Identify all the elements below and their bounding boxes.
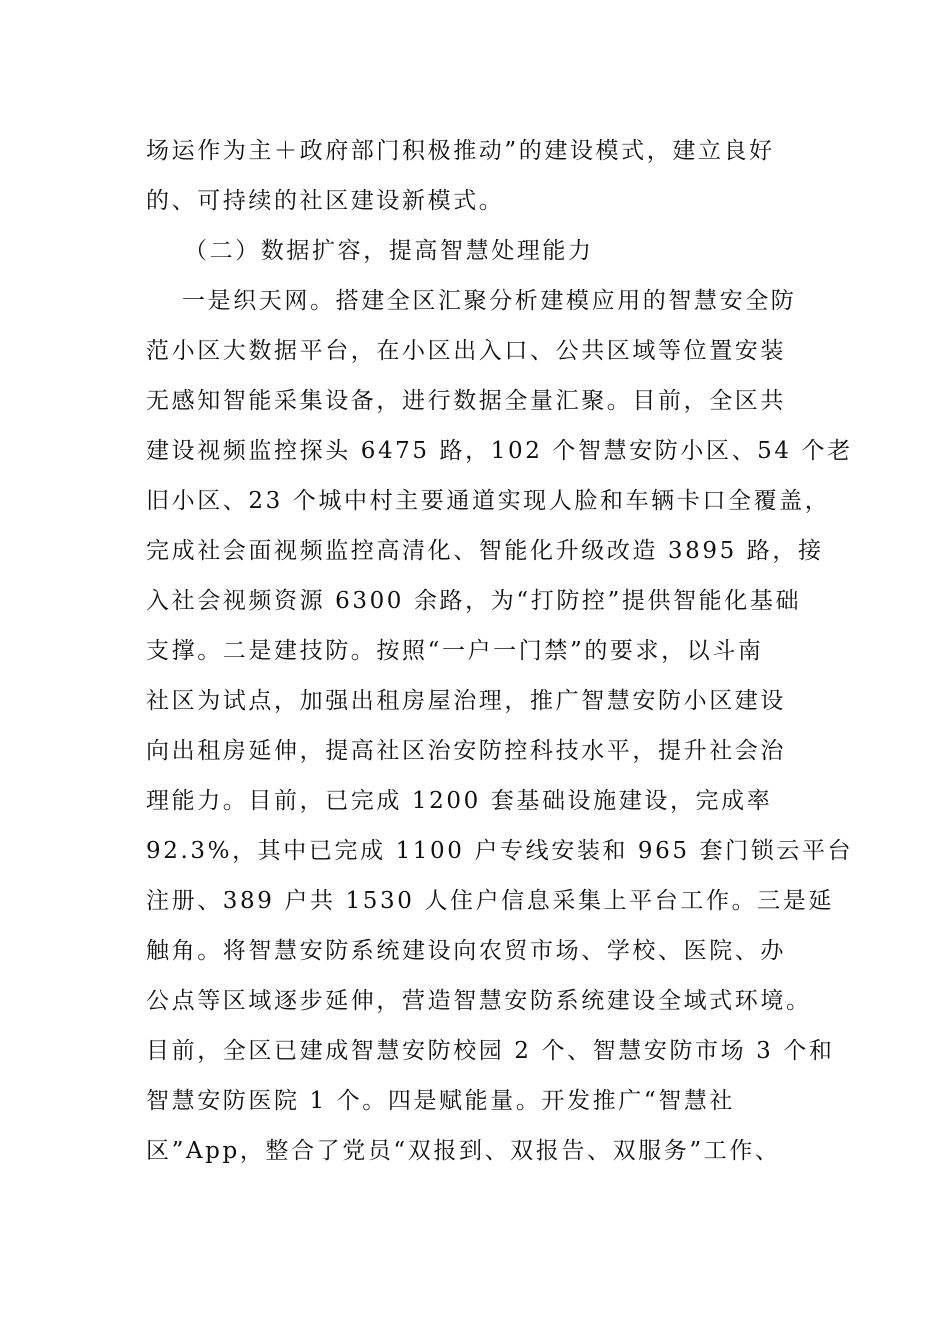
section-heading: （二）数据扩容，提高智慧处理能力: [184, 238, 594, 264]
text-line: 支撑。二是建技防。按照“一户一门禁”的要求，以斗南: [146, 638, 764, 664]
text-line: 旧小区、23 个城中村主要通道实现人脸和车辆卡口全覆盖，: [146, 488, 831, 514]
text-line: 目前，全区已建成智慧安防校园 2 个、智慧安防市场 3 个和: [146, 1038, 835, 1064]
text-line: 92.3%，其中已完成 1100 户专线安装和 965 套门锁云平台: [146, 838, 854, 864]
text-line: 理能力。目前，已完成 1200 套基础设施建设，完成率: [146, 788, 773, 814]
text-line: 区”App，整合了党员“双报到、双报告、双服务”工作、: [146, 1138, 781, 1164]
text-line: 完成社会面视频监控高清化、智能化升级改造 3895 路，接: [146, 538, 824, 564]
text-line: 触角。将智慧安防系统建设向农贸市场、学校、医院、办: [146, 938, 786, 964]
text-line: 智慧安防医院 1 个。四是赋能量。开发推广“智慧社: [146, 1088, 736, 1114]
text-line: 场运作为主＋政府部门积极推动”的建设模式，建立良好: [146, 138, 775, 164]
text-line: 入社会视频资源 6300 余路，为“打防控”提供智能化基础: [146, 588, 802, 614]
text-line: 无感知智能采集设备，进行数据全量汇聚。目前，全区共: [146, 388, 786, 414]
text-line: 一是织天网。搭建全区汇聚分析建模应用的智慧安全防: [182, 288, 797, 314]
text-line: 范小区大数据平台，在小区出入口、公共区域等位置安装: [146, 338, 786, 364]
text-line: 建设视频监控探头 6475 路，102 个智慧安防小区、54 个老: [146, 438, 853, 464]
text-line: 向出租房延伸，提高社区治安防控科技水平，提升社会治: [146, 738, 786, 764]
text-line: 社区为试点，加强出租房屋治理，推广智慧安防小区建设: [146, 688, 786, 714]
text-line: 公点等区域逐步延伸，营造智慧安防系统建设全域式环境。: [146, 988, 812, 1014]
text-line: 注册、389 户共 1530 人住户信息采集上平台工作。三是延: [146, 888, 834, 914]
text-line: 的、可持续的社区建设新模式。: [146, 188, 505, 214]
body-text: [146, 126, 854, 1176]
